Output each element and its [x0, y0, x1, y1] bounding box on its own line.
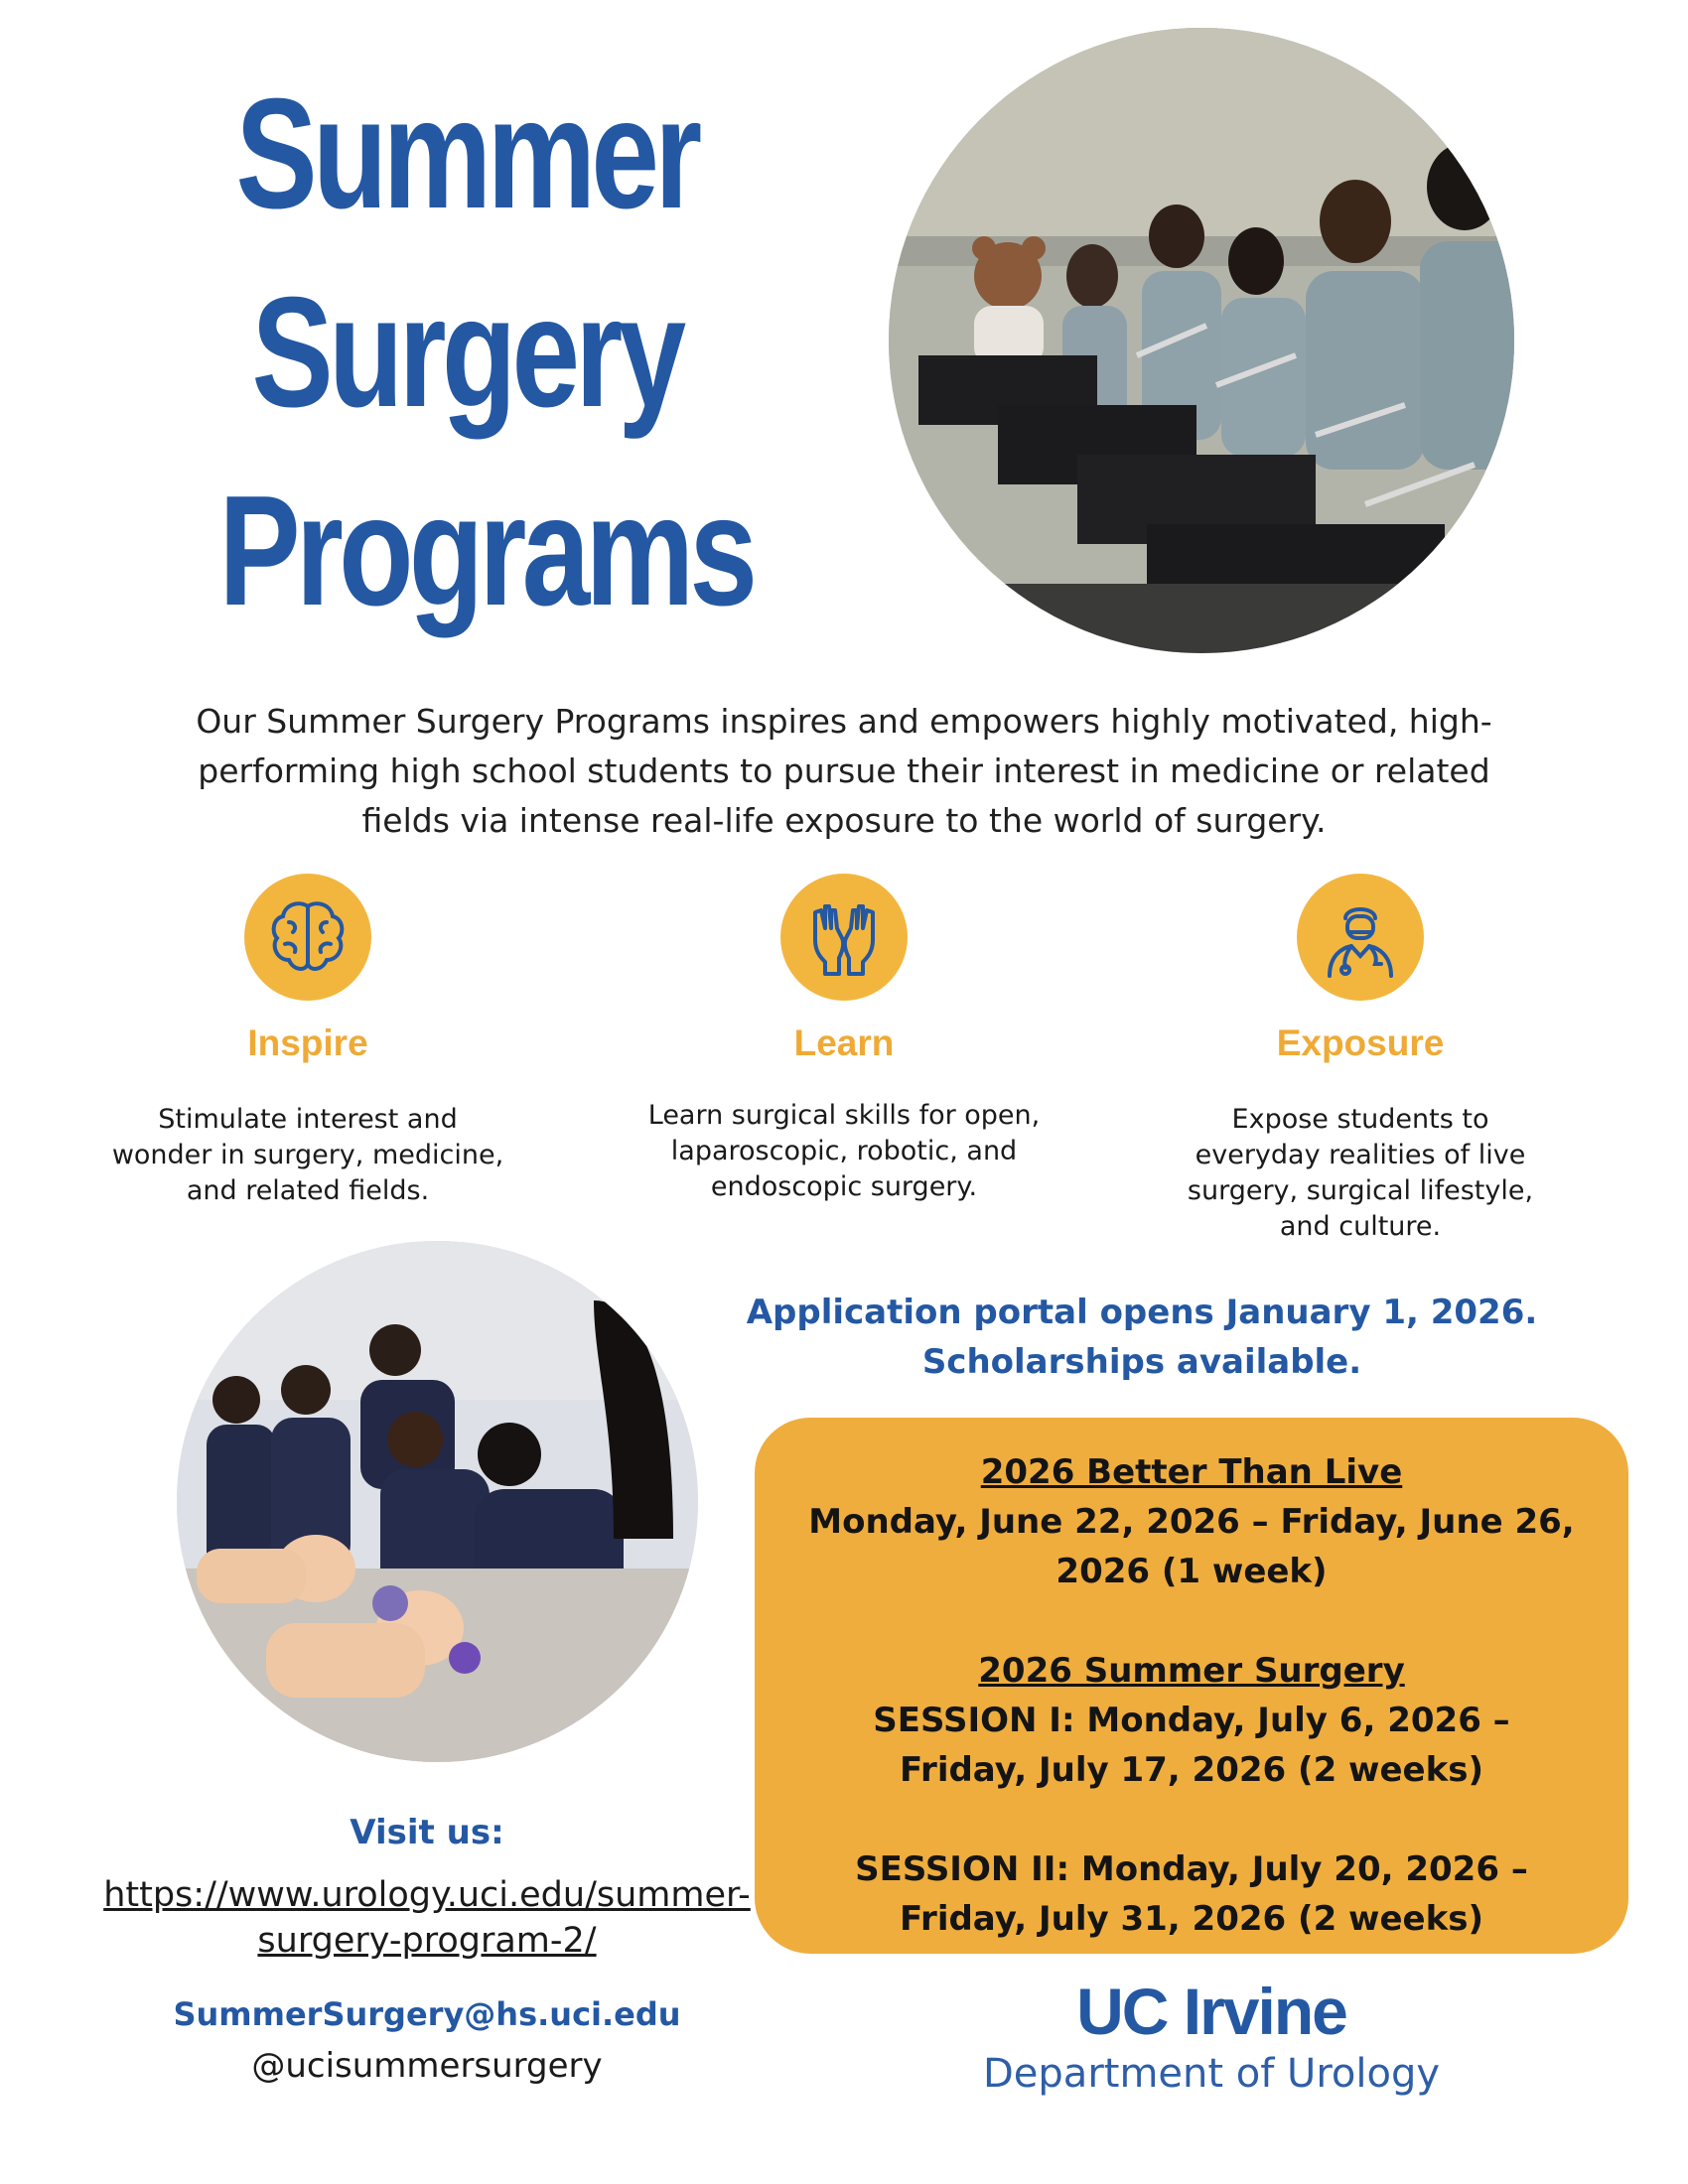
cpr-training-illustration — [177, 1241, 698, 1762]
announcement-line-1: Application portal opens January 1, 2026. — [746, 1293, 1538, 1332]
intro-line-1: Our Summer Surgery Programs inspires and empowers highly motivated, high- — [196, 702, 1492, 741]
url-line-1[interactable]: https://www.urology.uci.edu/summer- — [103, 1875, 751, 1915]
intro-paragraph — [99, 697, 1589, 846]
logo-main-text: UC Irvine — [1076, 1975, 1346, 2048]
feature-title: Exposure — [1276, 1023, 1445, 1063]
feature-title: Learn — [793, 1023, 895, 1063]
visit-label: Visit us: — [350, 1813, 504, 1852]
feature-description — [1102, 1102, 1618, 1245]
program1-dates-line-2: 2026 (1 week) — [1055, 1552, 1328, 1591]
feature-desc-line: everyday realities of live — [1195, 1140, 1526, 1170]
session1-line-1: SESSION I: Monday, July 6, 2026 – — [873, 1701, 1510, 1740]
email-link[interactable]: SummerSurgery@hs.uci.edu — [173, 1995, 681, 2033]
feature-desc-line: and related fields. — [186, 1175, 430, 1206]
doctor-icon — [1297, 874, 1424, 1001]
feature-desc-line: wonder in surgery, medicine, — [111, 1140, 504, 1170]
students-training-illustration — [889, 28, 1514, 653]
feature-description — [586, 1098, 1102, 1205]
session2-line-1: SESSION II: Monday, July 20, 2026 – — [855, 1849, 1528, 1889]
logo-department-text: Department of Urology — [983, 2051, 1440, 2097]
cpr-training-photo — [177, 1241, 698, 1762]
social-handle: @ucisummersurgery — [251, 2046, 603, 2086]
session1-line-2: Friday, July 17, 2026 (2 weeks) — [900, 1750, 1483, 1790]
program1-dates-line-1: Monday, June 22, 2026 – Friday, June 26, — [808, 1502, 1575, 1542]
program-url-link[interactable] — [0, 1872, 854, 1964]
title-line-2: Surgery — [251, 265, 682, 440]
intro-line-2: performing high school students to pursue their interest in medicine or related — [198, 751, 1490, 790]
feature-inspire — [50, 874, 566, 1209]
application-announcement — [695, 1288, 1589, 1387]
page-title — [218, 55, 754, 650]
feature-desc-line: Expose students to — [1231, 1104, 1489, 1135]
feature-description — [50, 1102, 566, 1209]
feature-desc-line: endoscopic surgery. — [710, 1171, 978, 1202]
students-training-photo — [889, 28, 1514, 653]
gloves-icon — [780, 874, 908, 1001]
title-line-3: Programs — [218, 464, 754, 638]
feature-desc-line: and culture. — [1279, 1211, 1442, 1242]
session2-line-2: Friday, July 31, 2026 (2 weeks) — [900, 1899, 1483, 1939]
program2-title: 2026 Summer Surgery — [978, 1651, 1405, 1691]
announcement-line-2: Scholarships available. — [921, 1342, 1362, 1382]
feature-desc-line: Stimulate interest and — [158, 1104, 458, 1135]
brain-icon — [244, 874, 371, 1001]
uc-irvine-logo — [923, 1976, 1499, 2101]
feature-desc-line: Learn surgical skills for open, — [647, 1100, 1041, 1131]
feature-learn — [586, 874, 1102, 1205]
intro-line-3: fields via intense real-life exposure to the world of surgery. — [361, 801, 1327, 840]
feature-desc-line: laparoscopic, robotic, and — [670, 1136, 1018, 1166]
program1-title: 2026 Better Than Live — [980, 1452, 1403, 1492]
feature-desc-line: surgery, surgical lifestyle, — [1187, 1175, 1534, 1206]
contact-section — [0, 1809, 854, 2089]
schedule-box — [755, 1418, 1628, 1954]
url-line-2[interactable]: surgery-program-2/ — [257, 1921, 597, 1961]
feature-exposure — [1102, 874, 1618, 1245]
title-line-1: Summer — [235, 67, 698, 241]
feature-title: Inspire — [247, 1023, 368, 1063]
